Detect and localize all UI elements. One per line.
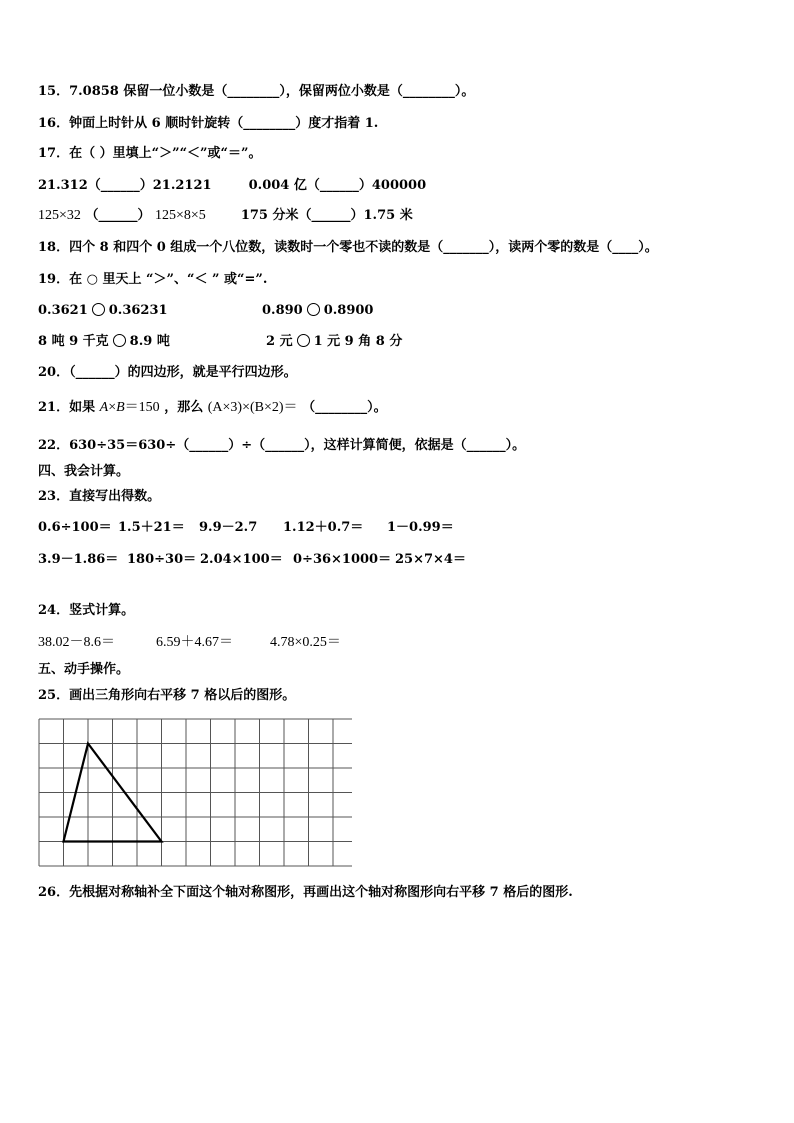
q23-r1-c2: 1.5＋21＝ (118, 520, 185, 535)
q17-item-c-right: 125×8×5 (154, 208, 206, 223)
compare-circle-icon (113, 334, 126, 347)
q23-r1-c1: 0.6÷100＝ (38, 520, 112, 535)
question-19-row2-b (266, 334, 402, 350)
q23-r2-c3: 2.04×100＝ (200, 552, 283, 567)
q23-r2-c1: 3.9－1.86＝ (38, 552, 119, 567)
question-25: 25．画出三角形向右平移 7 格以后的图形。 (38, 688, 296, 703)
q17-item-c-blank: （______） (85, 208, 151, 223)
q23-r2-c4: 0÷36×1000＝ (293, 552, 392, 567)
compare-circle-icon (307, 303, 320, 316)
section-5-heading: 五、动手操作。 (38, 662, 130, 677)
q23-r1-c3: 9.9－2.7 (199, 520, 258, 535)
question-20: 20．（______）的四边形，就是平行四边形。 (38, 365, 297, 380)
question-19: 19．在 ○ 里天上 “＞”、“＜ ” 或“=”. (38, 272, 268, 287)
question-21: 21．如果 A×B＝150 ，那么 (A×3)×(B×2)＝ （________）。 (38, 400, 387, 415)
question-19-row1 (38, 303, 168, 319)
question-19-row2 (38, 334, 170, 350)
question-17-row2 (38, 208, 413, 224)
question-24: 24．竖式计算。 (38, 603, 135, 618)
q19-a-right: 0.36231 (108, 303, 168, 318)
q21-condition: A×B＝150 (99, 400, 160, 415)
q19-b-left: 0.890 (262, 303, 303, 318)
q17-item-a: 21.312（______）21.2121 (38, 178, 212, 193)
question-15: 15．7.0858 保留一位小数是（________），保留两位小数是（________）。 (38, 84, 475, 99)
question-17-row1 (38, 178, 426, 194)
question-23: 23．直接写出得数。 (38, 489, 161, 504)
q23-r2-c5: 25×7×4＝ (395, 552, 466, 567)
q19-c-left: 8 吨 9 千克 (38, 334, 109, 349)
q17-item-d: 175 分米（______）1.75 米 (240, 208, 413, 223)
q23-r1-c4: 1.12＋0.7＝ (283, 520, 364, 535)
question-26: 26．先根据对称轴补全下面这个轴对称图形，再画出这个轴对称图形向右平移 7 格后的图形. (38, 885, 573, 900)
q23-r2-c2: 180÷30＝ (127, 552, 197, 567)
q24-item-1: 38.02－8.6＝ (38, 635, 115, 650)
question-19-row1-b (262, 303, 373, 319)
compare-circle-icon (297, 334, 310, 347)
q24-item-2: 6.59＋4.67＝ (156, 635, 233, 650)
grid-svg (38, 718, 352, 868)
q19-d-right: 1 元 9 角 8 分 (313, 334, 403, 349)
grid-figure (38, 718, 352, 872)
question-16: 16．钟面上时针从 6 顺时针旋转（________）度才指着 1. (38, 116, 379, 131)
question-17: 17．在（ ）里填上“＞”“＜”或“＝”。 (38, 146, 262, 161)
section-4-heading: 四、我会计算。 (38, 464, 130, 479)
q17-item-c-left: 125×32 (38, 208, 81, 223)
q19-b-right: 0.8900 (323, 303, 374, 318)
q19-a-left: 0.3621 (38, 303, 88, 318)
compare-circle-icon (92, 303, 105, 316)
q23-r1-c5: 1－0.99＝ (387, 520, 454, 535)
q24-item-3: 4.78×0.25＝ (270, 635, 341, 650)
q17-item-b: 0.004 亿（______）400000 (248, 178, 427, 193)
question-18: 18．四个 8 和四个 0 组成一个八位数，读数时一个零也不读的数是（_______），读两个零的数是（____）。 (38, 240, 658, 255)
q19-d-left: 2 元 (266, 334, 293, 349)
q19-c-right: 8.9 吨 (129, 334, 170, 349)
q21-expression: (A×3)×(B×2)＝ (207, 400, 298, 415)
question-22: 22．630÷35＝630÷（______）÷（______），这样计算简便，依据是（______）。 (38, 438, 526, 453)
